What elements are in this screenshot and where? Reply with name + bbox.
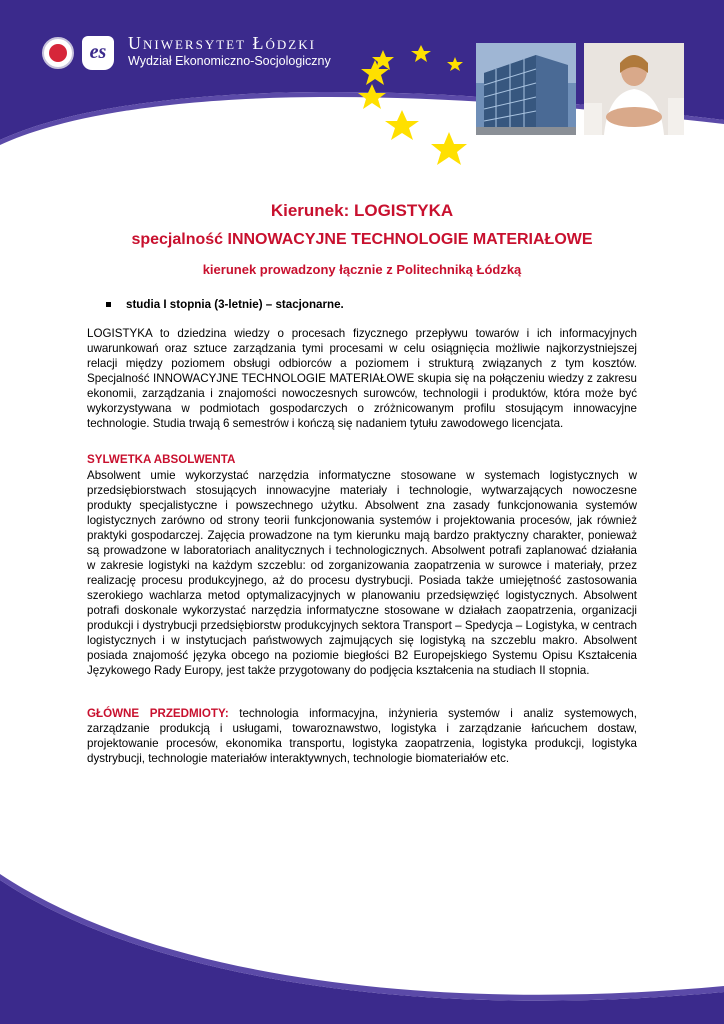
star-icon — [385, 110, 419, 140]
subjects-heading: GŁÓWNE PRZEDMIOTY: — [87, 707, 229, 720]
study-mode-text: studia I stopnia (3-letnie) – stacjonarne. — [126, 298, 344, 311]
specialization-title: specjalność INNOWACYJNE TECHNOLOGIE MATERIAŁOWE — [131, 231, 593, 248]
faculty-name: Wydział Ekonomiczno-Socjologiczny — [128, 54, 331, 68]
profile-paragraph: Absolwent umie wykorzystać narzędzia informatyczne stosowane w systemach logistycznych w przedsiębiorstwach stosujących innowacyjne materiały i technologie, wytwarzających nowoczesne produkty specjalistyczne i powszechnego użytku. Absolwent zna zasady funkcjonowania systemów logistycznych zarówno od strony teorii funkcjonowania systemów i projektowania procesów, jak również praktyki gospodarczej. Zajęcia prowadzone na tym kierunku mają bardzo praktyczny charakter, ponieważ są prowadzone w laboratoriach analitycznych i technologicznych. Absolwent potrafi zaplanować działania w zakresie logistyki na każdym szczeblu: od zorganizowania zaopatrzenia w surowce i materiały, przez realizację procesu produkcyjnego, aż do procesu dystrybucji. Posiada także umiejętność zastosowania szerokiego wachlarza metod optymalizacyjnych w planowaniu przedsięwzięć logistycznych. Absolwent potrafi doskonale wykorzystać narzędzia informatyczne stosowane w działach zaopatrzenia, organizacji produkcji i dystrybucji przedsiębiorstw produkcyjnych sektora Transport – Spedycja – Logistyka, w centrach logistycznych i w instytucjach państwowych zajmujących się logistyką na szczeblu makro. Absolwent posiada znajomość języka obcego na poziomie biegłości B2 Europejskiego Systemu Opisu Kształcenia Językowego Rady Europy, jest także przygotowany do podjęcia kształcenia na studiach II stopnia. — [87, 469, 637, 677]
footer-band — [0, 840, 724, 1024]
building-photo — [476, 43, 576, 135]
intro-paragraph: LOGISTYKA to dziedzina wiedzy o procesach fizycznego przepływu towarów i ich informacyjnych uwarunkowań oraz sztuce zarządzania tymi procesami w celu osiągnięcia możliwie najkorzystniejszej relacji między poziomem obsługi odbiorców a poziomem i strukturą związanych z tym kosztów. Specjalność INNOWACYJNE TECHNOLOGIE MATERIAŁOWE skupia się na połączeniu wiedzy z zakresu ekonomii, zarządzania i znajomości nowoczesnych surowców, technologii i produktów, która może być wykorzystywana w podmiotach gospodarczych o zróżnicowanym profilu stosującym innowacyjne technologie. Studia trwają 6 semestrów i kończą się nadaniem tytułu zawodowego licencjata. — [87, 327, 637, 430]
star-icon — [431, 132, 467, 165]
subtitle: kierunek prowadzony łącznie z Politechniką Łódzką — [202, 262, 522, 277]
subjects-text: technologia informacyjna, inżynieria systemów i analiz systemowych, zarządzanie produkcją i usługami, towaroznawstwo, logistyka i zarządzanie łańcuchem dostaw, projektowanie procesów, ekonomika transportu, logistyka zaopatrzenia, logistyka produkcji, logistyka dystrybucji, technologie materiałów interaktywnych, technologie biomateriałów etc. — [87, 707, 637, 765]
subjects-paragraph — [87, 706, 637, 766]
page-title: Kierunek: LOGISTYKA — [270, 201, 454, 220]
faculty-logo: es — [82, 36, 114, 70]
bullet-square-icon — [106, 302, 111, 307]
profile-heading: SYLWETKA ABSOLWENTA — [87, 453, 236, 466]
university-seal-logo — [42, 37, 74, 69]
university-name: Uniwersytet Łódzki — [128, 33, 316, 53]
people-photo — [584, 43, 684, 135]
study-mode-bullet — [106, 298, 344, 311]
